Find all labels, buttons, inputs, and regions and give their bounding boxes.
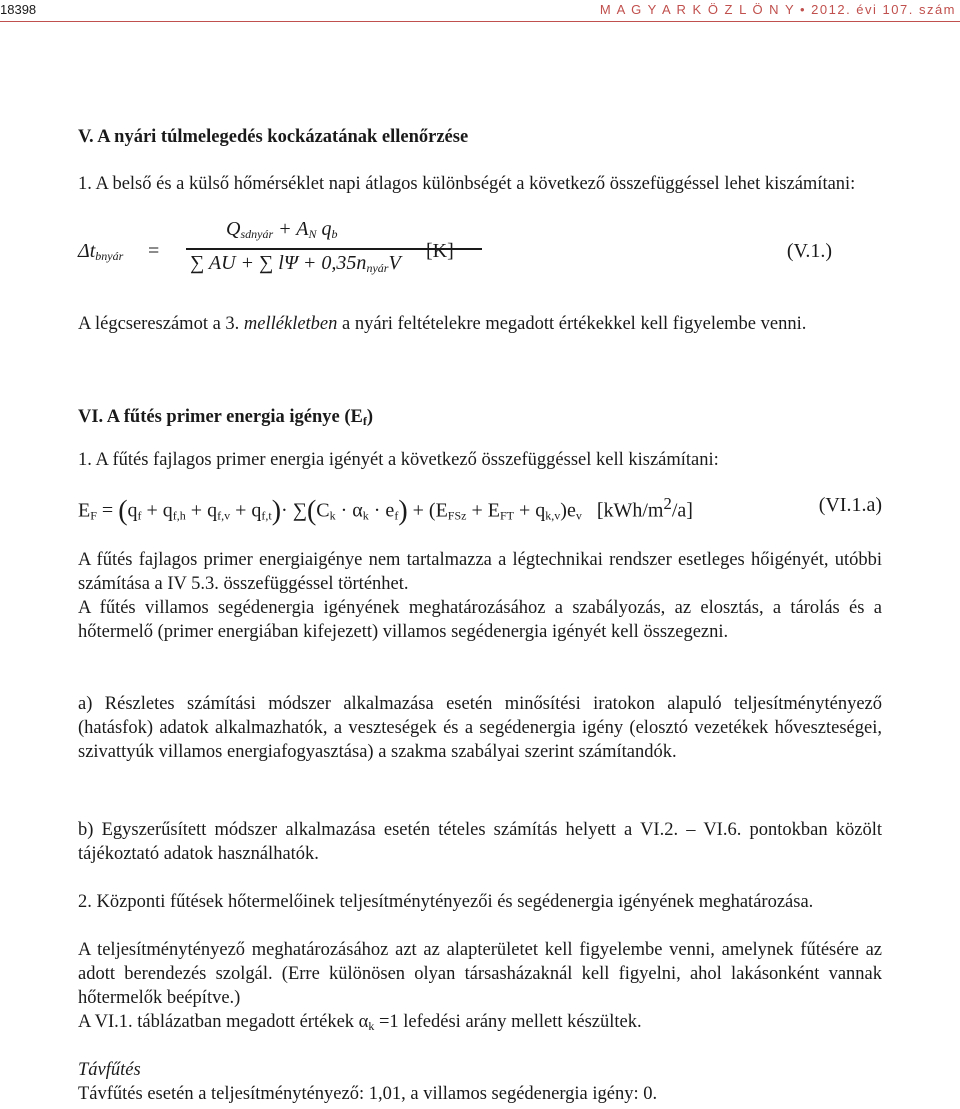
formula-v1-denominator: ∑ AU + ∑ $l\Psi + 0,35n_{nyár}V$ — [190, 252, 401, 275]
section-vi-paragraph-2: A fűtés fajlagos primer energiaigénye nem tartalmazza a légtechnikai rendszer esetleges hőigényét, utóbbi számítása a IV 5.3. összefüggéssel történhet. — [78, 550, 882, 594]
section-vi-paragraph-1: 1. A fűtés fajlagos primer energia igényét a következő összefüggéssel kell kiszámítani: — [78, 450, 719, 470]
section-v-paragraph-1: 1. A belső és a külső hőmérséklet napi átlagos különbségét a következő összefüggéssel lehet kiszámítani: — [78, 174, 856, 194]
header-rule — [0, 21, 960, 22]
journal-title: M A G Y A R K Ö Z L Ö N Y • 2012. évi 107. szám — [599, 2, 956, 17]
formula-v1-equals: = — [148, 240, 160, 262]
formula-v1-unit: [K] — [426, 240, 454, 262]
subheading-tavfutes: Távfűtés — [78, 1060, 141, 1080]
formula-v1-number: (V.1.) — [786, 240, 832, 262]
section-vi-paragraph-6: A teljesítménytényező meghatározásához azt az alapterületet kell figyelembe venni, amelynek fűtésére az adott berendezés szolgál. (Erre különösen olyan társasházaknál kell figyelni, ahol lakásonként vannak hőtermelők beépítve.) — [78, 940, 882, 1008]
formula-v1-numerator: $Q_{sdnyár} + A_N$ $q_b$ — [226, 218, 338, 241]
formula-v1-lhs: $\Delta t_{bnyár}$ — [78, 240, 124, 263]
section-vi-paragraph-7: A VI.1. táblázatban megadott értékek $\alpha_k =1$ lefedési arány mellett készültek. — [78, 1012, 642, 1033]
page-number: 18398 — [0, 2, 37, 17]
formula-vi1a-number: (VI.1.a) — [818, 494, 882, 516]
page-header — [0, 0, 960, 22]
section-v-paragraph-2: A légcsereszámot a 3. mellékletben a nyári feltételekre megadott értékekkel kell figyelembe venni. — [78, 314, 807, 334]
section-v-heading: V. A nyári túlmelegedés kockázatának ellenőrzése — [78, 127, 469, 147]
section-vi-paragraph-4b: b) Egyszerűsített módszer alkalmazása esetén tételes számítás helyett a VI.2. – VI.6. pontokban közölt tájékoztató adatok használhatók. — [78, 820, 882, 864]
section-vi-paragraph-3: A fűtés villamos segédenergia igényének meghatározásához a szabályozás, az elosztás, a tárolás és a hőtermelő (primer energiában kifejezett) villamos segédenergia igényét kell összegezni. — [78, 598, 882, 642]
formula-vi1a — [78, 488, 882, 528]
section-vi-paragraph-4a: a) Részletes számítási módszer alkalmazása esetén minősítési iratokon alapuló teljesítménytényező (hatásfok) adatok alkalmazhatók, a veszteségek és a segédenergia igény (elosztó vezetékek hőveszteségei, szivattyúk villamos energiafogyasztása) a szakma szabályai szerint számítandók. — [78, 694, 882, 762]
section-vi-paragraph-5: 2. Központi fűtések hőtermelőinek teljesítménytényezői és segédenergia igényének meghatározása. — [78, 892, 814, 912]
section-vi-paragraph-8: Távfűtés esetén a teljesítménytényező: 1,01, a villamos segédenergia igény: 0. — [78, 1084, 658, 1104]
formula-v1 — [78, 218, 882, 288]
section-vi-heading: VI. A fűtés primer energia igénye $(E_f)$ — [78, 407, 373, 428]
formula-vi1a-expression: $E_F = (q_f + q_{f,h} + q_{f,v} + q_{f,t})\cdot \sum(C_k \cdot \alpha_k \cdot e_f) + (E_{FSz} + E_{FT} + q_{k,v})e_v$ $[kWh/m^2/a]$ — [78, 494, 693, 527]
